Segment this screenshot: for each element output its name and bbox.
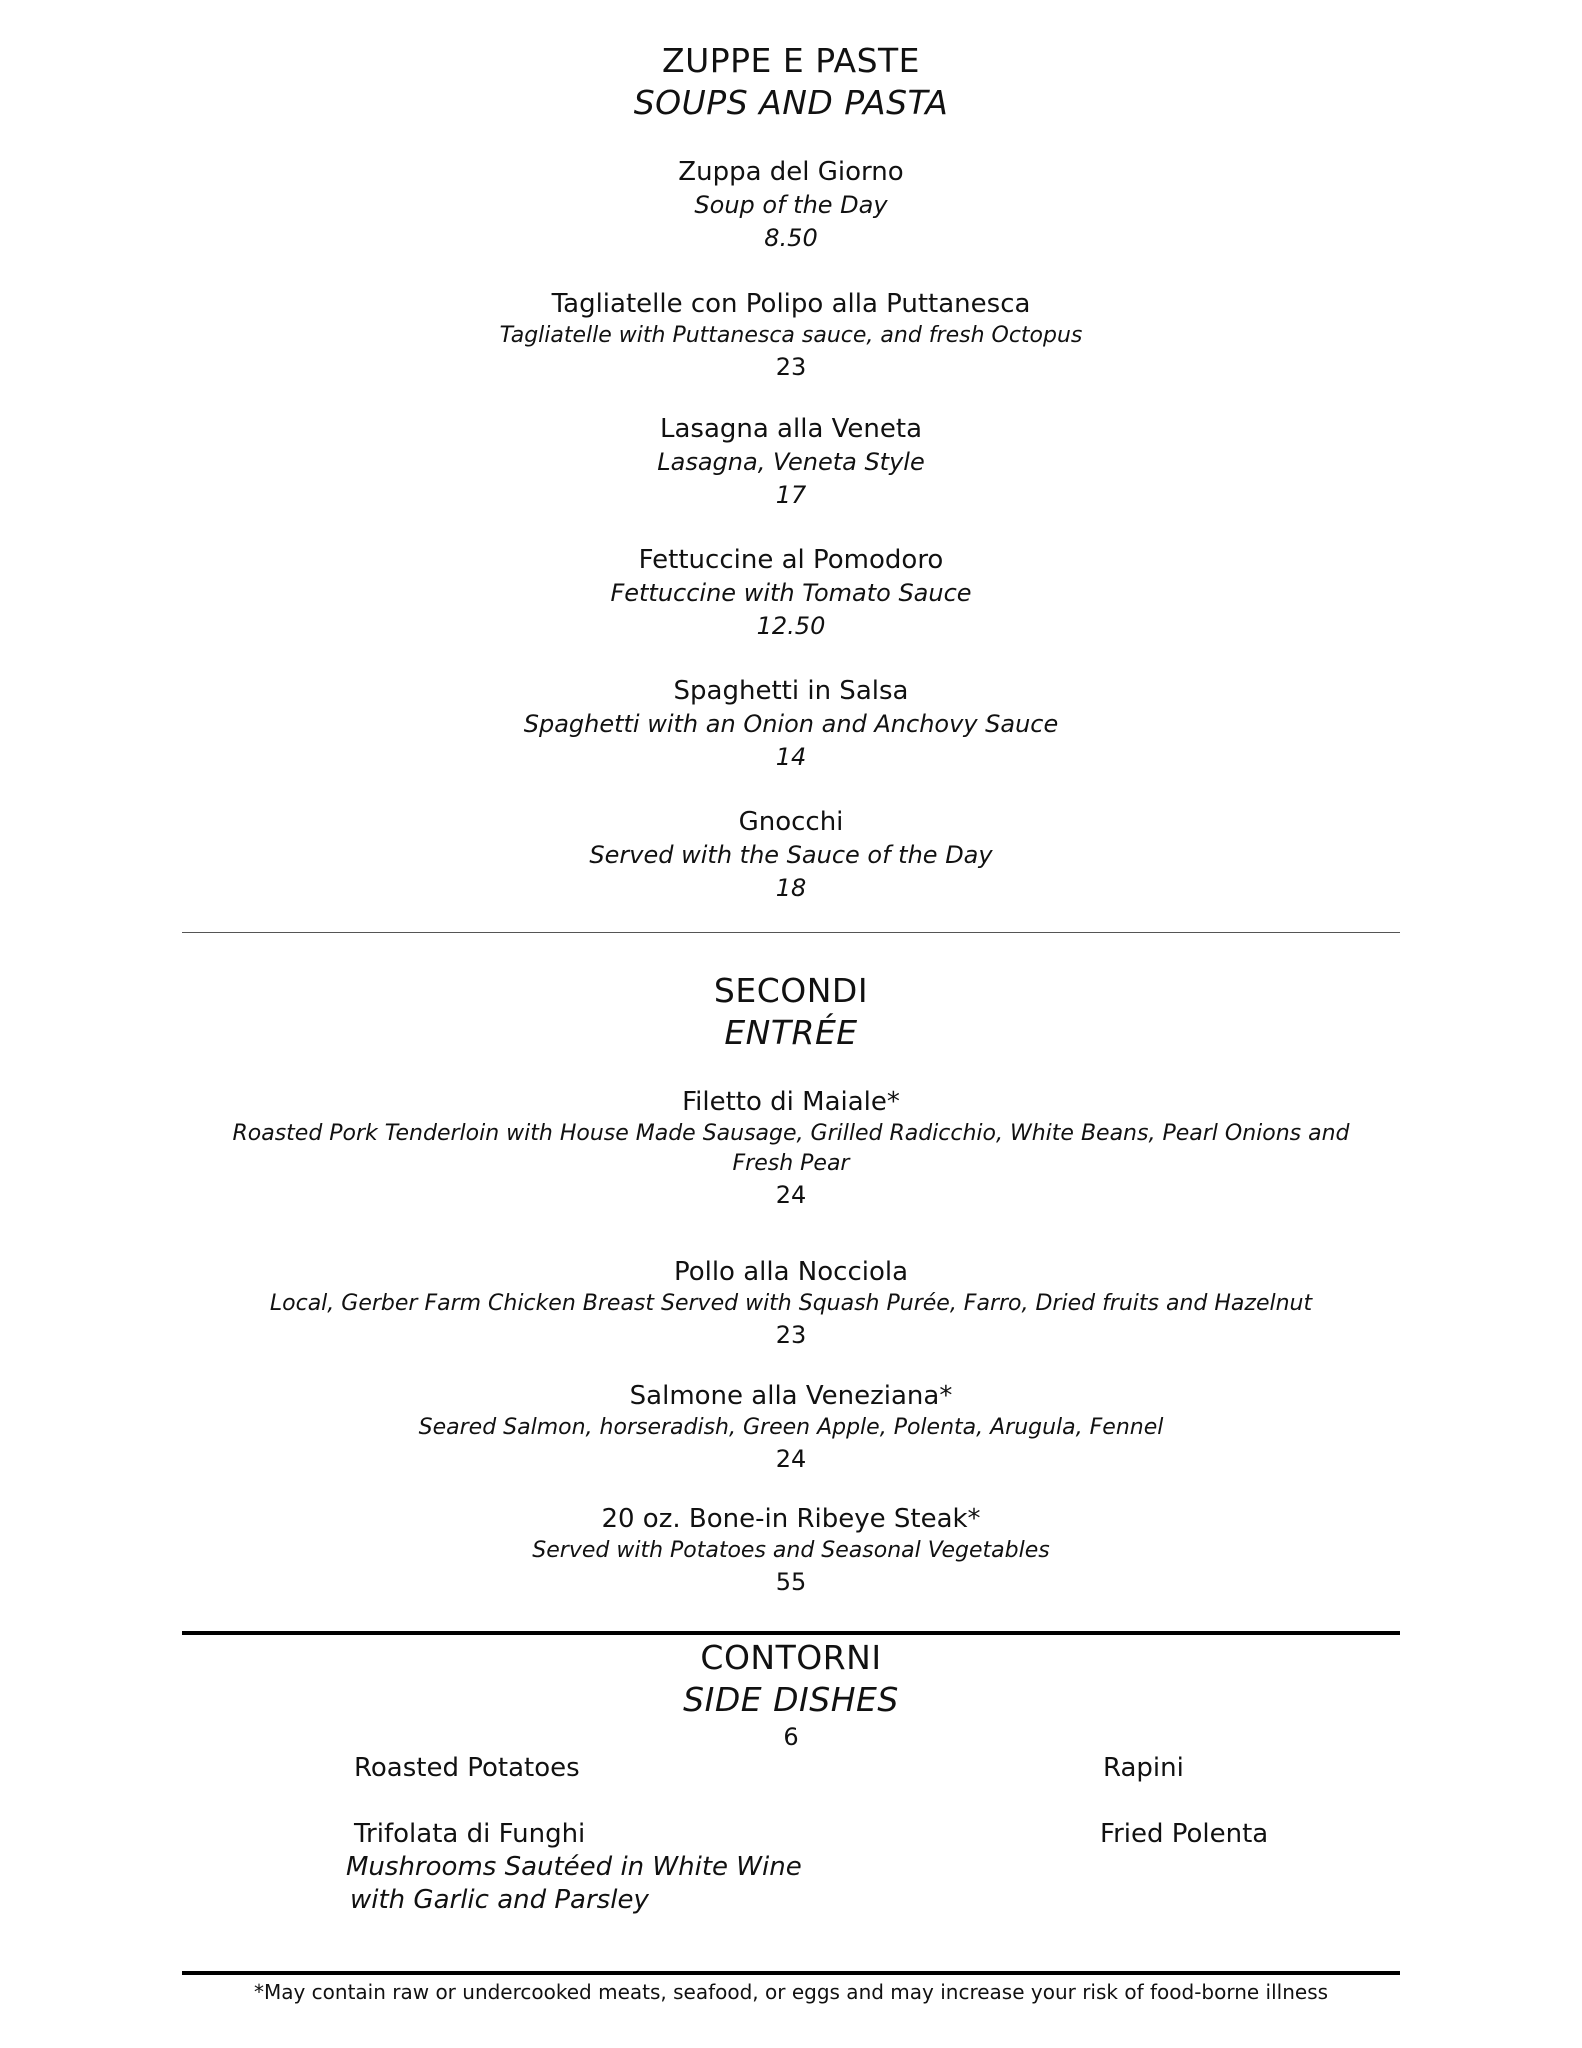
section-divider — [182, 932, 1400, 933]
side-item-description-continued: with Garlic and Parsley — [350, 1885, 649, 1915]
item-price: 24 — [775, 1181, 807, 1209]
item-name: Lasagna alla Veneta — [659, 414, 923, 444]
item-description: Fettuccine with Tomato Sauce — [610, 579, 972, 607]
menu-item — [0, 675, 1582, 773]
secondi-section-header — [0, 970, 1582, 1054]
item-name: Gnocchi — [738, 807, 844, 837]
footer-divider — [182, 1971, 1400, 1975]
menu-item — [0, 1256, 1582, 1351]
item-price: 17 — [775, 481, 807, 509]
item-description: Seared Salmon, horseradish, Green Apple, Polenta, Arugula, Fennel — [418, 1415, 1164, 1440]
item-price: 6 — [783, 1723, 799, 1751]
menu-item — [0, 544, 1582, 642]
item-name: Filetto di Maiale* — [682, 1087, 900, 1117]
item-price: 8.50 — [764, 224, 818, 252]
section-title: CONTORNI — [700, 1638, 882, 1677]
section-title: ZUPPE E PASTE — [661, 41, 921, 80]
item-price: 18 — [775, 874, 807, 902]
item-price: 12.50 — [756, 612, 826, 640]
item-description: Served with Potatoes and Seasonal Vegetables — [532, 1538, 1050, 1563]
item-description: Lasagna, Veneta Style — [657, 448, 925, 476]
section-divider — [182, 1631, 1400, 1635]
side-item: Roasted Potatoes — [354, 1753, 580, 1783]
item-price: 14 — [775, 743, 807, 771]
item-name: Zuppa del Giorno — [678, 157, 904, 187]
allergy-footnote: *May contain raw or undercooked meats, seafood, or eggs and may increase your risk of food-borne illness — [253, 1980, 1329, 2004]
item-description-continued: Fresh Pear — [732, 1151, 850, 1176]
item-name: Spaghetti in Salsa — [673, 676, 909, 706]
side-item: Trifolata di Funghi — [354, 1819, 586, 1849]
section-subtitle: SOUPS AND PASTA — [633, 83, 949, 122]
menu-item — [0, 806, 1582, 904]
side-item: Rapini — [1103, 1753, 1184, 1783]
item-description: Spaghetti with an Onion and Anchovy Sauce — [523, 710, 1059, 738]
item-description: Soup of the Day — [694, 191, 888, 219]
item-price: 24 — [775, 1445, 807, 1473]
item-price: 23 — [775, 1321, 807, 1349]
item-description: Tagliatelle with Puttanesca sauce, and fresh Octopus — [499, 323, 1083, 348]
item-description: Local, Gerber Farm Chicken Breast Served with Squash Purée, Farro, Dried fruits and Hazelnut — [269, 1291, 1313, 1316]
item-price: 23 — [775, 353, 807, 381]
menu-item — [0, 288, 1582, 383]
pasta-section-header — [0, 40, 1582, 124]
item-name: Pollo alla Nocciola — [673, 1257, 909, 1287]
item-name: 20 oz. Bone-in Ribeye Steak* — [601, 1504, 981, 1534]
menu-item — [0, 1503, 1582, 1598]
contorni-section-header — [0, 1637, 1582, 1753]
side-item: Fried Polenta — [1100, 1819, 1269, 1849]
item-name: Tagliatelle con Polipo alla Puttanesca — [551, 289, 1031, 319]
section-subtitle: SIDE DISHES — [683, 1680, 899, 1719]
side-item-description: Mushrooms Sautéed in White Wine — [346, 1852, 802, 1882]
menu-item — [0, 413, 1582, 511]
item-description: Served with the Sauce of the Day — [589, 841, 993, 869]
section-title: SECONDI — [713, 971, 869, 1010]
menu-item — [0, 1086, 1582, 1211]
item-description: Roasted Pork Tenderloin with House Made Sausage, Grilled Radicchio, White Beans, Pearl Onions and — [232, 1121, 1350, 1146]
item-price: 55 — [775, 1568, 807, 1596]
section-subtitle: ENTRÉE — [724, 1013, 858, 1052]
menu-item — [0, 1380, 1582, 1475]
menu-item — [0, 156, 1582, 254]
item-name: Salmone alla Veneziana* — [629, 1381, 953, 1411]
item-name: Fettuccine al Pomodoro — [638, 545, 944, 575]
